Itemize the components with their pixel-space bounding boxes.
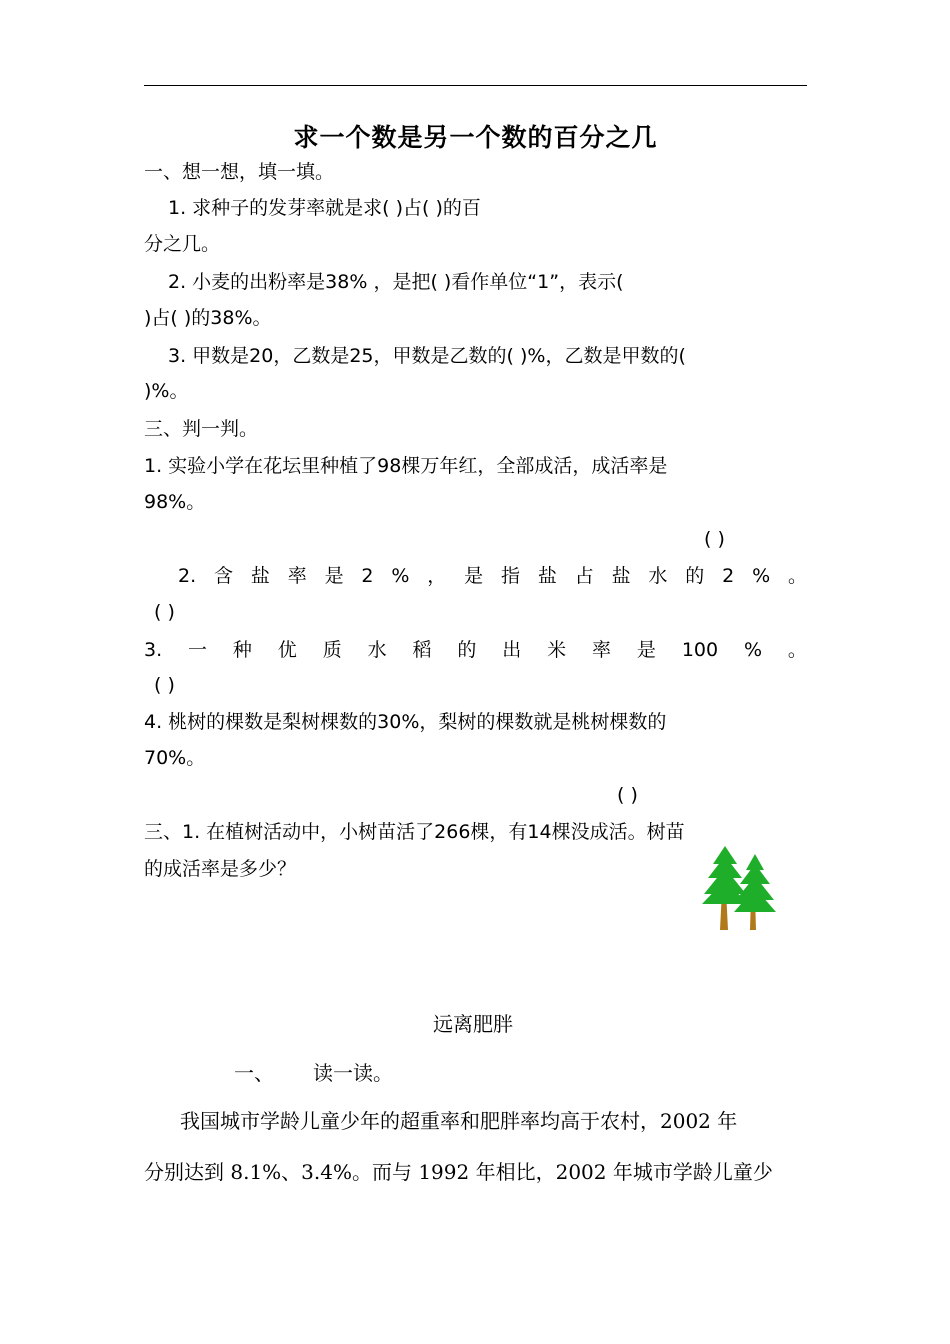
q1-line1: 1. 求种子的发芽率就是求( )占( )的百 — [168, 197, 481, 219]
judge3-line1 — [144, 641, 807, 660]
j2row-token: % — [752, 565, 771, 587]
judge4-line2: 70%。 — [144, 747, 206, 769]
j3row-token: 3. — [144, 639, 163, 661]
j3row-token: 种 — [232, 639, 252, 661]
j2row-token: 指 — [500, 565, 520, 587]
j2row-token: 盐 — [537, 565, 557, 587]
judge1-answer-paren: ( ) — [704, 528, 725, 550]
j3row-token: 。 — [787, 639, 807, 661]
reading-heading-number: 一、 — [234, 1061, 274, 1085]
judge1-line1: 1. 实验小学在花坛里种植了98棵万年红，全部成活，成活率是 — [144, 455, 668, 477]
j2row-token: 2. — [178, 565, 197, 587]
judge4-line1: 4. 桃树的棵数是梨树棵数的30%，梨树的棵数就是桃树棵数的 — [144, 711, 667, 733]
j2row-token: 。 — [787, 565, 807, 587]
judge2-line1 — [178, 567, 807, 586]
j2row-token: 水 — [648, 565, 668, 587]
judge3-answer-paren: ( ) — [154, 674, 175, 696]
reading-paragraph-line1: 我国城市学龄儿童少年的超重率和肥胖率均高于农村，2002 年 — [180, 1109, 738, 1133]
q1-line2: 分之几。 — [144, 233, 221, 255]
q3-line1: 3. 甲数是20，乙数是25，甲数是乙数的( )%，乙数是甲数的( — [168, 345, 686, 367]
j3row-token: 是 — [636, 639, 656, 661]
top-rule — [144, 85, 807, 86]
judge1-line2: 98%。 — [144, 491, 206, 513]
j2row-token: 的 — [685, 565, 705, 587]
j3row-token: 优 — [277, 639, 297, 661]
judge4-answer-paren: ( ) — [617, 784, 638, 806]
section3-line1: 三、1. 在植树活动中，小树苗活了266棵，有14棵没成活。树苗 — [144, 821, 685, 843]
j3row-token: 米 — [547, 639, 567, 661]
pine-trees-illustration — [700, 842, 780, 934]
j3row-token: 的 — [457, 639, 477, 661]
j3row-token: 一 — [188, 639, 208, 661]
j2row-token: 率 — [287, 565, 307, 587]
j3row-token: 水 — [367, 639, 387, 661]
j3row-token: 100 — [681, 639, 719, 661]
j2row-token: 是 — [464, 565, 484, 587]
judge2-answer-paren: ( ) — [154, 601, 175, 623]
j2row-token: ， — [427, 565, 447, 587]
tree-left — [702, 846, 748, 930]
page-title: 求一个数是另一个数的百分之几 — [293, 123, 658, 152]
j3row-token: 质 — [322, 639, 342, 661]
reading-heading-text: 读一读。 — [313, 1061, 393, 1085]
j2row-token: 含 — [213, 565, 233, 587]
j2row-token: 占 — [574, 565, 594, 587]
reading-title: 远离肥胖 — [433, 1012, 513, 1036]
j2row-token: 2 — [361, 565, 374, 587]
section3-line2: 的成活率是多少？ — [144, 858, 297, 880]
j3row-token: % — [743, 639, 763, 661]
section1-heading: 一、想一想，填一填。 — [144, 161, 335, 183]
j2row-token: 是 — [324, 565, 344, 587]
j2row-token: % — [391, 565, 410, 587]
q2-line2: )占( )的38%。 — [144, 307, 272, 329]
j2row-token: 盐 — [611, 565, 631, 587]
q3-line2: )%。 — [144, 380, 189, 402]
reading-paragraph-line2: 分别达到 8.1%、3.4%。而与 1992 年相比，2002 年城市学龄儿童少 — [144, 1160, 773, 1184]
section2-heading: 三、判一判。 — [144, 418, 259, 440]
j2row-token: 2 — [722, 565, 735, 587]
j2row-token: 盐 — [250, 565, 270, 587]
j3row-token: 出 — [502, 639, 522, 661]
j3row-token: 稻 — [412, 639, 432, 661]
q2-line1: 2. 小麦的出粉率是38% ，是把( )看作单位“1”，表示( — [168, 271, 624, 293]
j3row-token: 率 — [592, 639, 612, 661]
